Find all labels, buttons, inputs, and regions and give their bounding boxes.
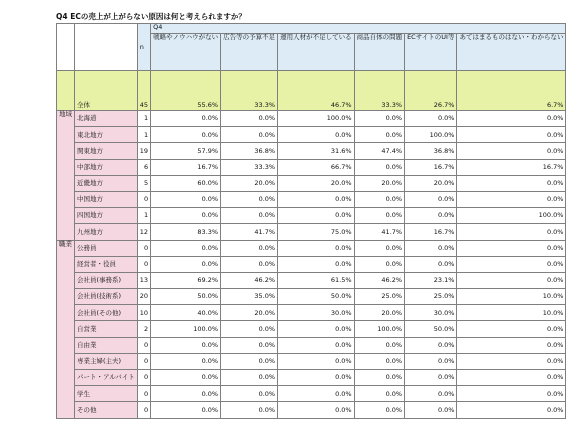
percent-cell: 0.0% (151, 240, 221, 256)
percent-cell: 0.0% (457, 143, 566, 159)
row-n: 0 (137, 337, 150, 353)
percent-cell: 0.0% (221, 240, 278, 256)
percent-cell: 0.0% (354, 337, 405, 353)
total-value: 26.7% (405, 71, 457, 111)
percent-cell: 16.7% (151, 159, 221, 175)
row-n: 0 (137, 191, 150, 207)
column-header: 商品自体の問題 (354, 34, 405, 71)
percent-cell: 100.0% (151, 321, 221, 337)
category-label: 地域 (57, 111, 75, 241)
percent-cell: 0.0% (278, 386, 355, 402)
percent-cell: 20.0% (221, 305, 278, 321)
percent-cell: 46.2% (354, 272, 405, 288)
row-label: 四国地方 (75, 208, 138, 224)
column-header: 運用人材が不足している (278, 34, 355, 71)
percent-cell: 0.0% (151, 402, 221, 418)
percent-cell: 20.0% (405, 175, 457, 191)
percent-cell: 0.0% (278, 208, 355, 224)
percent-cell: 0.0% (457, 127, 566, 143)
percent-cell: 47.4% (354, 143, 405, 159)
percent-cell: 60.0% (151, 175, 221, 191)
table-row (57, 191, 566, 207)
percent-cell: 10.0% (457, 289, 566, 305)
table-row (57, 143, 566, 159)
row-label: 自由業 (75, 337, 138, 353)
row-label: 自営業 (75, 321, 138, 337)
percent-cell: 0.0% (151, 353, 221, 369)
percent-cell: 0.0% (457, 256, 566, 272)
column-header: 戦略やノウハウがない (151, 34, 221, 71)
percent-cell: 0.0% (151, 337, 221, 353)
percent-cell: 100.0% (278, 111, 355, 127)
percent-cell: 25.0% (354, 289, 405, 305)
table-row (57, 272, 566, 288)
percent-cell: 46.2% (221, 272, 278, 288)
total-n: 45 (137, 71, 150, 111)
table-row (57, 127, 566, 143)
percent-cell: 0.0% (221, 127, 278, 143)
row-label: 公務員 (75, 240, 138, 256)
percent-cell: 0.0% (151, 127, 221, 143)
row-label: 中国地方 (75, 191, 138, 207)
category-label: 職業 (57, 240, 75, 418)
row-n: 5 (137, 175, 150, 191)
total-blank-cell (57, 71, 75, 111)
column-header: ECサイトのUI等 (405, 34, 457, 71)
percent-cell: 41.7% (354, 224, 405, 240)
percent-cell: 20.0% (354, 305, 405, 321)
row-n: 0 (137, 353, 150, 369)
table-row (57, 240, 566, 256)
table-row (57, 386, 566, 402)
percent-cell: 31.6% (278, 143, 355, 159)
table-row (57, 256, 566, 272)
percent-cell: 0.0% (354, 159, 405, 175)
percent-cell: 0.0% (354, 127, 405, 143)
percent-cell: 0.0% (405, 191, 457, 207)
percent-cell: 0.0% (405, 370, 457, 386)
percent-cell: 100.0% (405, 127, 457, 143)
percent-cell: 0.0% (221, 208, 278, 224)
percent-cell: 0.0% (151, 111, 221, 127)
percent-cell: 0.0% (457, 111, 566, 127)
row-label: 学生 (75, 386, 138, 402)
percent-cell: 41.7% (221, 224, 278, 240)
table-row (57, 402, 566, 418)
total-row (57, 71, 566, 111)
percent-cell: 0.0% (457, 386, 566, 402)
row-n: 6 (137, 159, 150, 175)
row-label: 近畿地方 (75, 175, 138, 191)
percent-cell: 0.0% (457, 191, 566, 207)
percent-cell: 0.0% (457, 321, 566, 337)
total-value: 6.7% (457, 71, 566, 111)
total-label: 全体 (75, 71, 138, 111)
percent-cell: 0.0% (221, 337, 278, 353)
table-row (57, 353, 566, 369)
percent-cell: 0.0% (221, 191, 278, 207)
percent-cell: 0.0% (221, 370, 278, 386)
percent-cell: 0.0% (278, 402, 355, 418)
row-label: パート・アルバイト (75, 370, 138, 386)
percent-cell: 0.0% (405, 256, 457, 272)
row-n: 12 (137, 224, 150, 240)
percent-cell: 0.0% (354, 111, 405, 127)
percent-cell: 0.0% (221, 353, 278, 369)
percent-cell: 0.0% (354, 353, 405, 369)
percent-cell: 83.3% (151, 224, 221, 240)
percent-cell: 10.0% (457, 305, 566, 321)
percent-cell: 16.7% (457, 159, 566, 175)
percent-cell: 0.0% (221, 321, 278, 337)
table-row (57, 208, 566, 224)
percent-cell: 66.7% (278, 159, 355, 175)
percent-cell: 0.0% (457, 353, 566, 369)
row-n: 0 (137, 370, 150, 386)
row-n: 0 (137, 386, 150, 402)
row-n: 1 (137, 127, 150, 143)
percent-cell: 69.2% (151, 272, 221, 288)
percent-cell: 0.0% (354, 386, 405, 402)
percent-cell: 36.8% (405, 143, 457, 159)
percent-cell: 0.0% (151, 256, 221, 272)
table-row (57, 321, 566, 337)
percent-cell: 0.0% (354, 240, 405, 256)
row-n: 1 (137, 208, 150, 224)
percent-cell: 0.0% (405, 386, 457, 402)
percent-cell: 0.0% (457, 402, 566, 418)
table-row (57, 224, 566, 240)
row-n: 0 (137, 402, 150, 418)
header-blank-cell (75, 24, 138, 71)
percent-cell: 16.7% (405, 224, 457, 240)
percent-cell: 0.0% (278, 191, 355, 207)
row-label: その他 (75, 402, 138, 418)
percent-cell: 0.0% (405, 240, 457, 256)
q4-column-header: Q4 (151, 24, 566, 34)
n-column-header: n (137, 24, 150, 71)
row-n: 0 (137, 256, 150, 272)
percent-cell: 0.0% (354, 256, 405, 272)
row-label: 会社員(技術系) (75, 289, 138, 305)
row-label: 専業主婦(主夫) (75, 353, 138, 369)
header-blank-cell (57, 24, 75, 71)
row-n: 0 (137, 240, 150, 256)
table-row (57, 370, 566, 386)
row-label: 中部地方 (75, 159, 138, 175)
table-row (57, 159, 566, 175)
percent-cell: 20.0% (278, 175, 355, 191)
percent-cell: 61.5% (278, 272, 355, 288)
percent-cell: 36.8% (221, 143, 278, 159)
row-n: 19 (137, 143, 150, 159)
percent-cell: 20.0% (221, 175, 278, 191)
percent-cell: 0.0% (151, 370, 221, 386)
percent-cell: 0.0% (354, 402, 405, 418)
table-row (57, 111, 566, 127)
percent-cell: 50.0% (405, 321, 457, 337)
percent-cell: 0.0% (405, 111, 457, 127)
percent-cell: 50.0% (278, 289, 355, 305)
table-row (57, 289, 566, 305)
percent-cell: 100.0% (354, 321, 405, 337)
percent-cell: 0.0% (354, 370, 405, 386)
percent-cell: 0.0% (151, 386, 221, 402)
percent-cell: 0.0% (457, 240, 566, 256)
percent-cell: 35.0% (221, 289, 278, 305)
percent-cell: 0.0% (151, 191, 221, 207)
row-n: 2 (137, 321, 150, 337)
percent-cell: 0.0% (457, 370, 566, 386)
percent-cell: 40.0% (151, 305, 221, 321)
percent-cell: 25.0% (405, 289, 457, 305)
percent-cell: 0.0% (457, 337, 566, 353)
percent-cell: 0.0% (278, 353, 355, 369)
percent-cell: 0.0% (278, 127, 355, 143)
percent-cell: 0.0% (457, 272, 566, 288)
percent-cell: 0.0% (405, 337, 457, 353)
row-n: 1 (137, 111, 150, 127)
row-label: 会社員(その他) (75, 305, 138, 321)
table-row (57, 305, 566, 321)
row-n: 20 (137, 289, 150, 305)
percent-cell: 0.0% (354, 191, 405, 207)
percent-cell: 0.0% (278, 370, 355, 386)
table-title: Q4 ECの売上が上がらない原因は何と考えられますか？ (56, 12, 246, 21)
percent-cell: 100.0% (457, 208, 566, 224)
table-row (57, 337, 566, 353)
percent-cell: 33.3% (221, 159, 278, 175)
percent-cell: 23.1% (405, 272, 457, 288)
percent-cell: 30.0% (278, 305, 355, 321)
percent-cell: 50.0% (151, 289, 221, 305)
crosstab-table (56, 23, 566, 419)
percent-cell: 0.0% (221, 256, 278, 272)
row-n: 13 (137, 272, 150, 288)
total-value: 33.3% (354, 71, 405, 111)
percent-cell: 0.0% (354, 208, 405, 224)
total-value: 46.7% (278, 71, 355, 111)
percent-cell: 0.0% (457, 175, 566, 191)
total-value: 33.3% (221, 71, 278, 111)
percent-cell: 0.0% (221, 386, 278, 402)
percent-cell: 0.0% (221, 111, 278, 127)
percent-cell: 0.0% (405, 208, 457, 224)
percent-cell: 0.0% (457, 224, 566, 240)
table-row (57, 175, 566, 191)
percent-cell: 0.0% (278, 256, 355, 272)
percent-cell: 0.0% (278, 240, 355, 256)
percent-cell: 75.0% (278, 224, 355, 240)
row-label: 関東地方 (75, 143, 138, 159)
row-n: 10 (137, 305, 150, 321)
row-label: 東北地方 (75, 127, 138, 143)
percent-cell: 16.7% (405, 159, 457, 175)
percent-cell: 0.0% (278, 337, 355, 353)
percent-cell: 57.9% (151, 143, 221, 159)
percent-cell: 0.0% (151, 208, 221, 224)
total-value: 55.6% (151, 71, 221, 111)
percent-cell: 0.0% (405, 402, 457, 418)
row-label: 九州地方 (75, 224, 138, 240)
row-label: 経営者・役員 (75, 256, 138, 272)
row-label: 北海道 (75, 111, 138, 127)
percent-cell: 0.0% (278, 321, 355, 337)
column-header: 広告等の予算不足 (221, 34, 278, 71)
percent-cell: 0.0% (221, 402, 278, 418)
percent-cell: 30.0% (405, 305, 457, 321)
percent-cell: 0.0% (405, 353, 457, 369)
percent-cell: 20.0% (354, 175, 405, 191)
row-label: 会社員(事務系) (75, 272, 138, 288)
column-header: あてはまるものはない・わからない (457, 34, 566, 71)
